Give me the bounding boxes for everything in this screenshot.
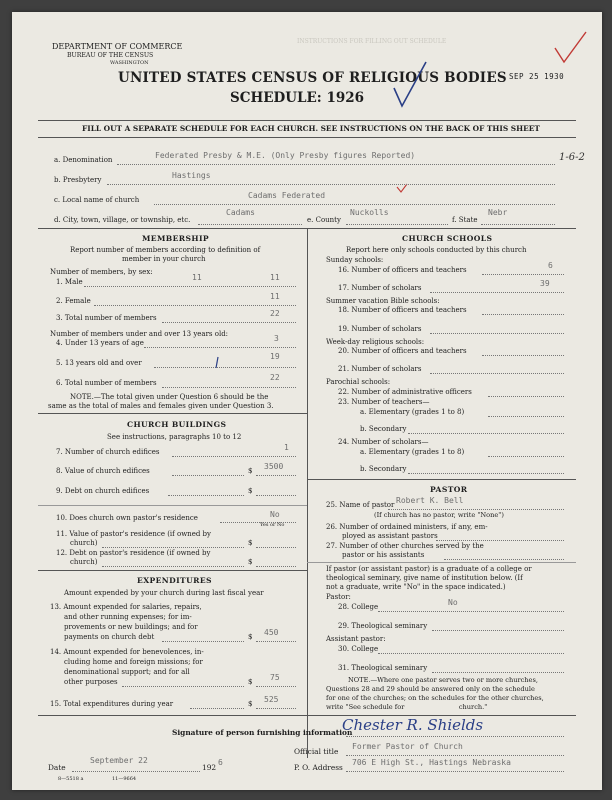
city-label-field: d. City, town, village, or township, etc. <box>54 216 191 224</box>
presbytery-label: b. Presbytery <box>54 176 102 184</box>
city-label: WASHINGTON <box>110 60 149 66</box>
q8-line <box>172 475 244 476</box>
weekday-schools-label: Week-day religious schools: <box>326 338 425 346</box>
instruction-rule <box>38 137 576 138</box>
city-line <box>198 224 302 225</box>
pastor-sub-rule <box>307 562 576 563</box>
membership-note-1: NOTE.—The total given under Question 6 should be the <box>70 393 269 401</box>
q13-line-3: provements or new buildings; and for <box>64 623 198 631</box>
census-schedule-page <box>12 12 602 790</box>
q15-line <box>190 708 244 709</box>
q3-value-b: 22 <box>270 309 280 318</box>
print-number: 11—9664 <box>112 776 137 782</box>
q18-label: 18. Number of officers and teachers <box>338 306 467 314</box>
official-title-label: Official title <box>294 747 339 756</box>
q9-line <box>168 495 244 496</box>
buildings-heading: CHURCH BUILDINGS <box>127 420 227 429</box>
q7-value: 1 <box>284 443 289 452</box>
q19-label: 19. Number of scholars <box>338 325 422 333</box>
q2-line <box>94 305 296 306</box>
q12-line <box>102 566 244 567</box>
q2-value-b: 11 <box>270 292 280 301</box>
footer-rule <box>38 715 576 716</box>
top-rule <box>38 120 576 121</box>
parochial-schools-label: Parochial schools: <box>326 378 391 386</box>
q26-line-2: ployed as assistant pastors <box>342 532 438 540</box>
local-name-value: Cadams Federated <box>248 191 326 200</box>
q28-value: No <box>448 598 458 607</box>
q1-label: 1. Male <box>56 278 83 286</box>
q24b-line <box>408 473 564 474</box>
q10-hint: Yes or No <box>260 522 285 528</box>
blue-check-mark <box>390 58 430 110</box>
q14-amount-line <box>256 686 296 687</box>
q27-line <box>444 559 564 560</box>
q8-value: 3500 <box>264 462 284 471</box>
department-label: DEPARTMENT OF COMMERCE <box>52 42 183 51</box>
q6-label: 6. Total number of members <box>56 379 157 387</box>
q7-label: 7. Number of church edifices <box>56 448 160 456</box>
pastor-heading: PASTOR <box>430 485 468 494</box>
q7-line <box>172 456 296 457</box>
state-line <box>481 224 555 225</box>
q11-label-2: church) <box>70 539 98 547</box>
q25-hint: (If church has no pastor, write "None") <box>374 511 504 519</box>
buildings-rule <box>38 570 307 571</box>
q25-label: 25. Name of pastor <box>326 501 395 509</box>
local-name-line <box>154 204 555 205</box>
q26-line <box>436 540 564 541</box>
q9-label: 9. Debt on church edifices <box>56 487 150 495</box>
blue-pen-mark <box>213 356 221 370</box>
ghost-header-text: INSTRUCTIONS FOR FILLING OUT SCHEDULE <box>297 38 447 45</box>
q12-amount-line <box>256 566 296 567</box>
county-value: Nuckolls <box>350 208 389 217</box>
q14-line <box>122 686 244 687</box>
expenditures-heading: EXPENDITURES <box>137 576 212 585</box>
q25-line <box>388 509 564 510</box>
membership-rule <box>38 413 307 414</box>
year-suffix: 6 <box>218 758 223 767</box>
date-label: Date <box>48 763 66 772</box>
expenditures-intro: Amount expended by your church during last fiscal year <box>64 589 264 597</box>
q8-dollar: $ <box>248 467 253 475</box>
schools-heading: CHURCH SCHOOLS <box>402 234 493 243</box>
signature-label: Signature of person furnishing information <box>172 728 353 737</box>
pastor-note-1: NOTE.—Where one pastor serves two or more churches, <box>348 676 538 684</box>
state-value: Nebr <box>488 208 508 217</box>
q28-label: 28. College <box>338 603 379 611</box>
form-number: 8—5518 a <box>58 776 84 782</box>
q16-line <box>482 274 564 275</box>
q21-label: 21. Number of scholars <box>338 365 422 373</box>
q15-label: 15. Total expenditures during year <box>50 700 174 708</box>
year-prefix: 192 <box>202 763 217 772</box>
q3-line <box>162 322 296 323</box>
local-name-label: c. Local name of church <box>54 196 140 204</box>
column-divider <box>307 228 308 758</box>
q1-value-a: 11 <box>192 273 202 282</box>
q15-dollar: $ <box>248 700 253 708</box>
q2-label: 2. Female <box>56 297 91 305</box>
address-line <box>346 771 564 772</box>
signature-line <box>346 736 564 737</box>
q12-label: 12. Debt on pastor's residence (if owned by <box>56 549 211 557</box>
q6-value-b: 22 <box>270 373 280 382</box>
red-check-mark <box>552 28 592 70</box>
q17-value: 39 <box>540 279 550 288</box>
q6-line <box>162 387 296 388</box>
q20-line <box>482 355 564 356</box>
q13-amount-line <box>256 641 296 642</box>
q26-line-1: 26. Number of ordained ministers, if any, em- <box>326 523 488 531</box>
q14-line-4: other purposes <box>64 678 118 686</box>
q22-line <box>488 396 564 397</box>
schools-intro: Report here only schools conducted by this church <box>346 246 527 254</box>
q13-dollar: $ <box>248 633 253 641</box>
q14-line-2: cluding home and foreign missions; for <box>64 658 203 666</box>
official-title-value: Former Pastor of Church <box>352 742 463 751</box>
q12-dollar: $ <box>248 558 253 566</box>
county-line <box>346 224 448 225</box>
q3-label: 3. Total number of members <box>56 314 157 322</box>
q11-dollar: $ <box>248 539 253 547</box>
q4-line <box>144 347 296 348</box>
q24a-label: a. Elementary (grades 1 to 8) <box>360 448 465 456</box>
q24a-line <box>488 456 564 457</box>
q10-label: 10. Does church own pastor's residence <box>56 514 198 522</box>
q21-line <box>430 373 564 374</box>
sunday-schools-label: Sunday schools: <box>326 256 384 264</box>
q8-label: 8. Value of church edifices <box>56 467 150 475</box>
q30-label: 30. College <box>338 645 379 653</box>
q5-value-b: 19 <box>270 352 280 361</box>
form-subtitle: SCHEDULE: 1926 <box>230 90 365 106</box>
q9-amount-line <box>256 495 296 496</box>
membership-note-2: same as the total of males and females given under Question 3. <box>48 402 274 410</box>
state-label: f. State <box>452 216 478 224</box>
q14-dollar: $ <box>248 678 253 686</box>
q23b-line <box>408 433 564 434</box>
q16-value: 6 <box>548 261 553 270</box>
q15-value: 525 <box>264 695 279 704</box>
q5-label: 5. 13 years old and over <box>56 359 142 367</box>
q13-line <box>162 641 244 642</box>
college-intro-1: If pastor (or assistant pastor) is a graduate of a college or <box>326 565 532 573</box>
date-line <box>72 771 200 772</box>
membership-intro-2: member in your church <box>122 255 206 263</box>
q23b-label: b. Secondary <box>360 425 407 433</box>
q30-line <box>378 653 564 654</box>
schools-rule <box>307 479 576 480</box>
denomination-handwritten-code: 1-6-2 <box>559 152 585 163</box>
q25-value: Robert K. Bell <box>396 496 464 505</box>
county-label: e. County <box>307 216 341 224</box>
q17-line <box>430 292 564 293</box>
q13-line-2: and other running expenses; for im- <box>64 613 192 621</box>
q24b-label: b. Secondary <box>360 465 407 473</box>
assistant-sub-label: Assistant pastor: <box>326 635 386 643</box>
address-label: P. O. Address <box>294 763 343 772</box>
q4-value-b: 3 <box>274 334 279 343</box>
q1-value-b: 11 <box>270 273 280 282</box>
q27-line-1: 27. Number of other churches served by the <box>326 542 484 550</box>
q16-label: 16. Number of officers and teachers <box>338 266 467 274</box>
form-title: UNITED STATES CENSUS OF RELIGIOUS BODIES <box>118 70 507 86</box>
q4-label: 4. Under 13 years of age <box>56 339 144 347</box>
q13-line-1: 13. Amount expended for salaries, repairs, <box>50 603 202 611</box>
q13-value: 450 <box>264 628 279 637</box>
q10-line <box>220 522 296 523</box>
pastor-note-2: Questions 28 and 29 should be answered only on the schedule <box>326 685 535 693</box>
q17-label: 17. Number of scholars <box>338 284 422 292</box>
age-intro-label: Number of members under and over 13 years old: <box>50 330 229 338</box>
instruction-banner: FILL OUT A SEPARATE SCHEDULE FOR EACH CHURCH. SEE INSTRUCTIONS ON THE BACK OF THIS SHEET <box>82 124 540 133</box>
by-sex-label: Number of members, by sex: <box>50 268 153 276</box>
q23-label: 23. Number of teachers— <box>338 398 430 406</box>
q23a-label: a. Elementary (grades 1 to 8) <box>360 408 465 416</box>
q1-line <box>84 286 296 287</box>
q22-label: 22. Number of administrative officers <box>338 388 472 396</box>
signature-value: Chester R. Shields <box>342 716 484 734</box>
address-value: 706 E High St., Hastings Nebraska <box>352 758 511 767</box>
q13-line-4: payments on church debt <box>64 633 155 641</box>
q23a-line <box>488 416 564 417</box>
denomination-value: Federated Presby & M.E. (Only Presby figures Reported) <box>155 151 416 160</box>
college-intro-2: theological seminary, give name of institution below. (If <box>326 574 523 582</box>
q5-line <box>154 367 296 368</box>
received-date-stamp: SEP 25 1930 <box>509 72 565 81</box>
q11-line <box>102 547 244 548</box>
buildings-sub-rule <box>38 505 307 506</box>
bureau-label: BUREAU OF THE CENSUS <box>67 52 154 59</box>
buildings-intro: See instructions, paragraphs 10 to 12 <box>107 433 242 441</box>
denomination-line <box>117 164 555 165</box>
pastor-note-3: for one of the churches; on the schedules for the other churches, <box>326 694 544 702</box>
q20-label: 20. Number of officers and teachers <box>338 347 467 355</box>
pastor-sub-label: Pastor: <box>326 593 351 601</box>
membership-heading: MEMBERSHIP <box>142 234 210 243</box>
q14-line-1: 14. Amount expended for benevolences, in- <box>50 648 204 656</box>
q12-label-2: church) <box>70 558 98 566</box>
q27-line-2: pastor or his assistants <box>342 551 425 559</box>
presbytery-value: Hastings <box>172 171 211 180</box>
q14-line-3: denominational support; and for all <box>64 668 190 676</box>
date-value: September 22 <box>90 756 148 765</box>
q18-line <box>482 314 564 315</box>
q14-value: 75 <box>270 673 280 682</box>
q29-label: 29. Theological seminary <box>338 622 428 630</box>
pastor-note-4: write "See schedule for church." <box>326 703 488 711</box>
membership-intro-1: Report number of members according to definition of <box>70 246 261 254</box>
q19-line <box>430 333 564 334</box>
q31-label: 31. Theological seminary <box>338 664 428 672</box>
summer-schools-label: Summer vacation Bible schools: <box>326 297 440 305</box>
q11-label: 11. Value of pastor's residence (if owned by <box>56 530 211 538</box>
q9-dollar: $ <box>248 487 253 495</box>
denomination-label: a. Denomination <box>54 156 113 164</box>
presbytery-line <box>107 184 555 185</box>
official-title-line <box>346 755 564 756</box>
city-value: Cadams <box>226 208 255 217</box>
q8-amount-line <box>256 475 296 476</box>
q11-amount-line <box>256 547 296 548</box>
q28-line <box>378 611 564 612</box>
q24-label: 24. Number of scholars— <box>338 438 429 446</box>
college-intro-3: not a graduate, write "No" in the space indicated.) <box>326 583 506 591</box>
q10-value: No <box>270 510 280 519</box>
q31-line <box>432 672 564 673</box>
q29-line <box>432 630 564 631</box>
q15-amount-line <box>256 708 296 709</box>
